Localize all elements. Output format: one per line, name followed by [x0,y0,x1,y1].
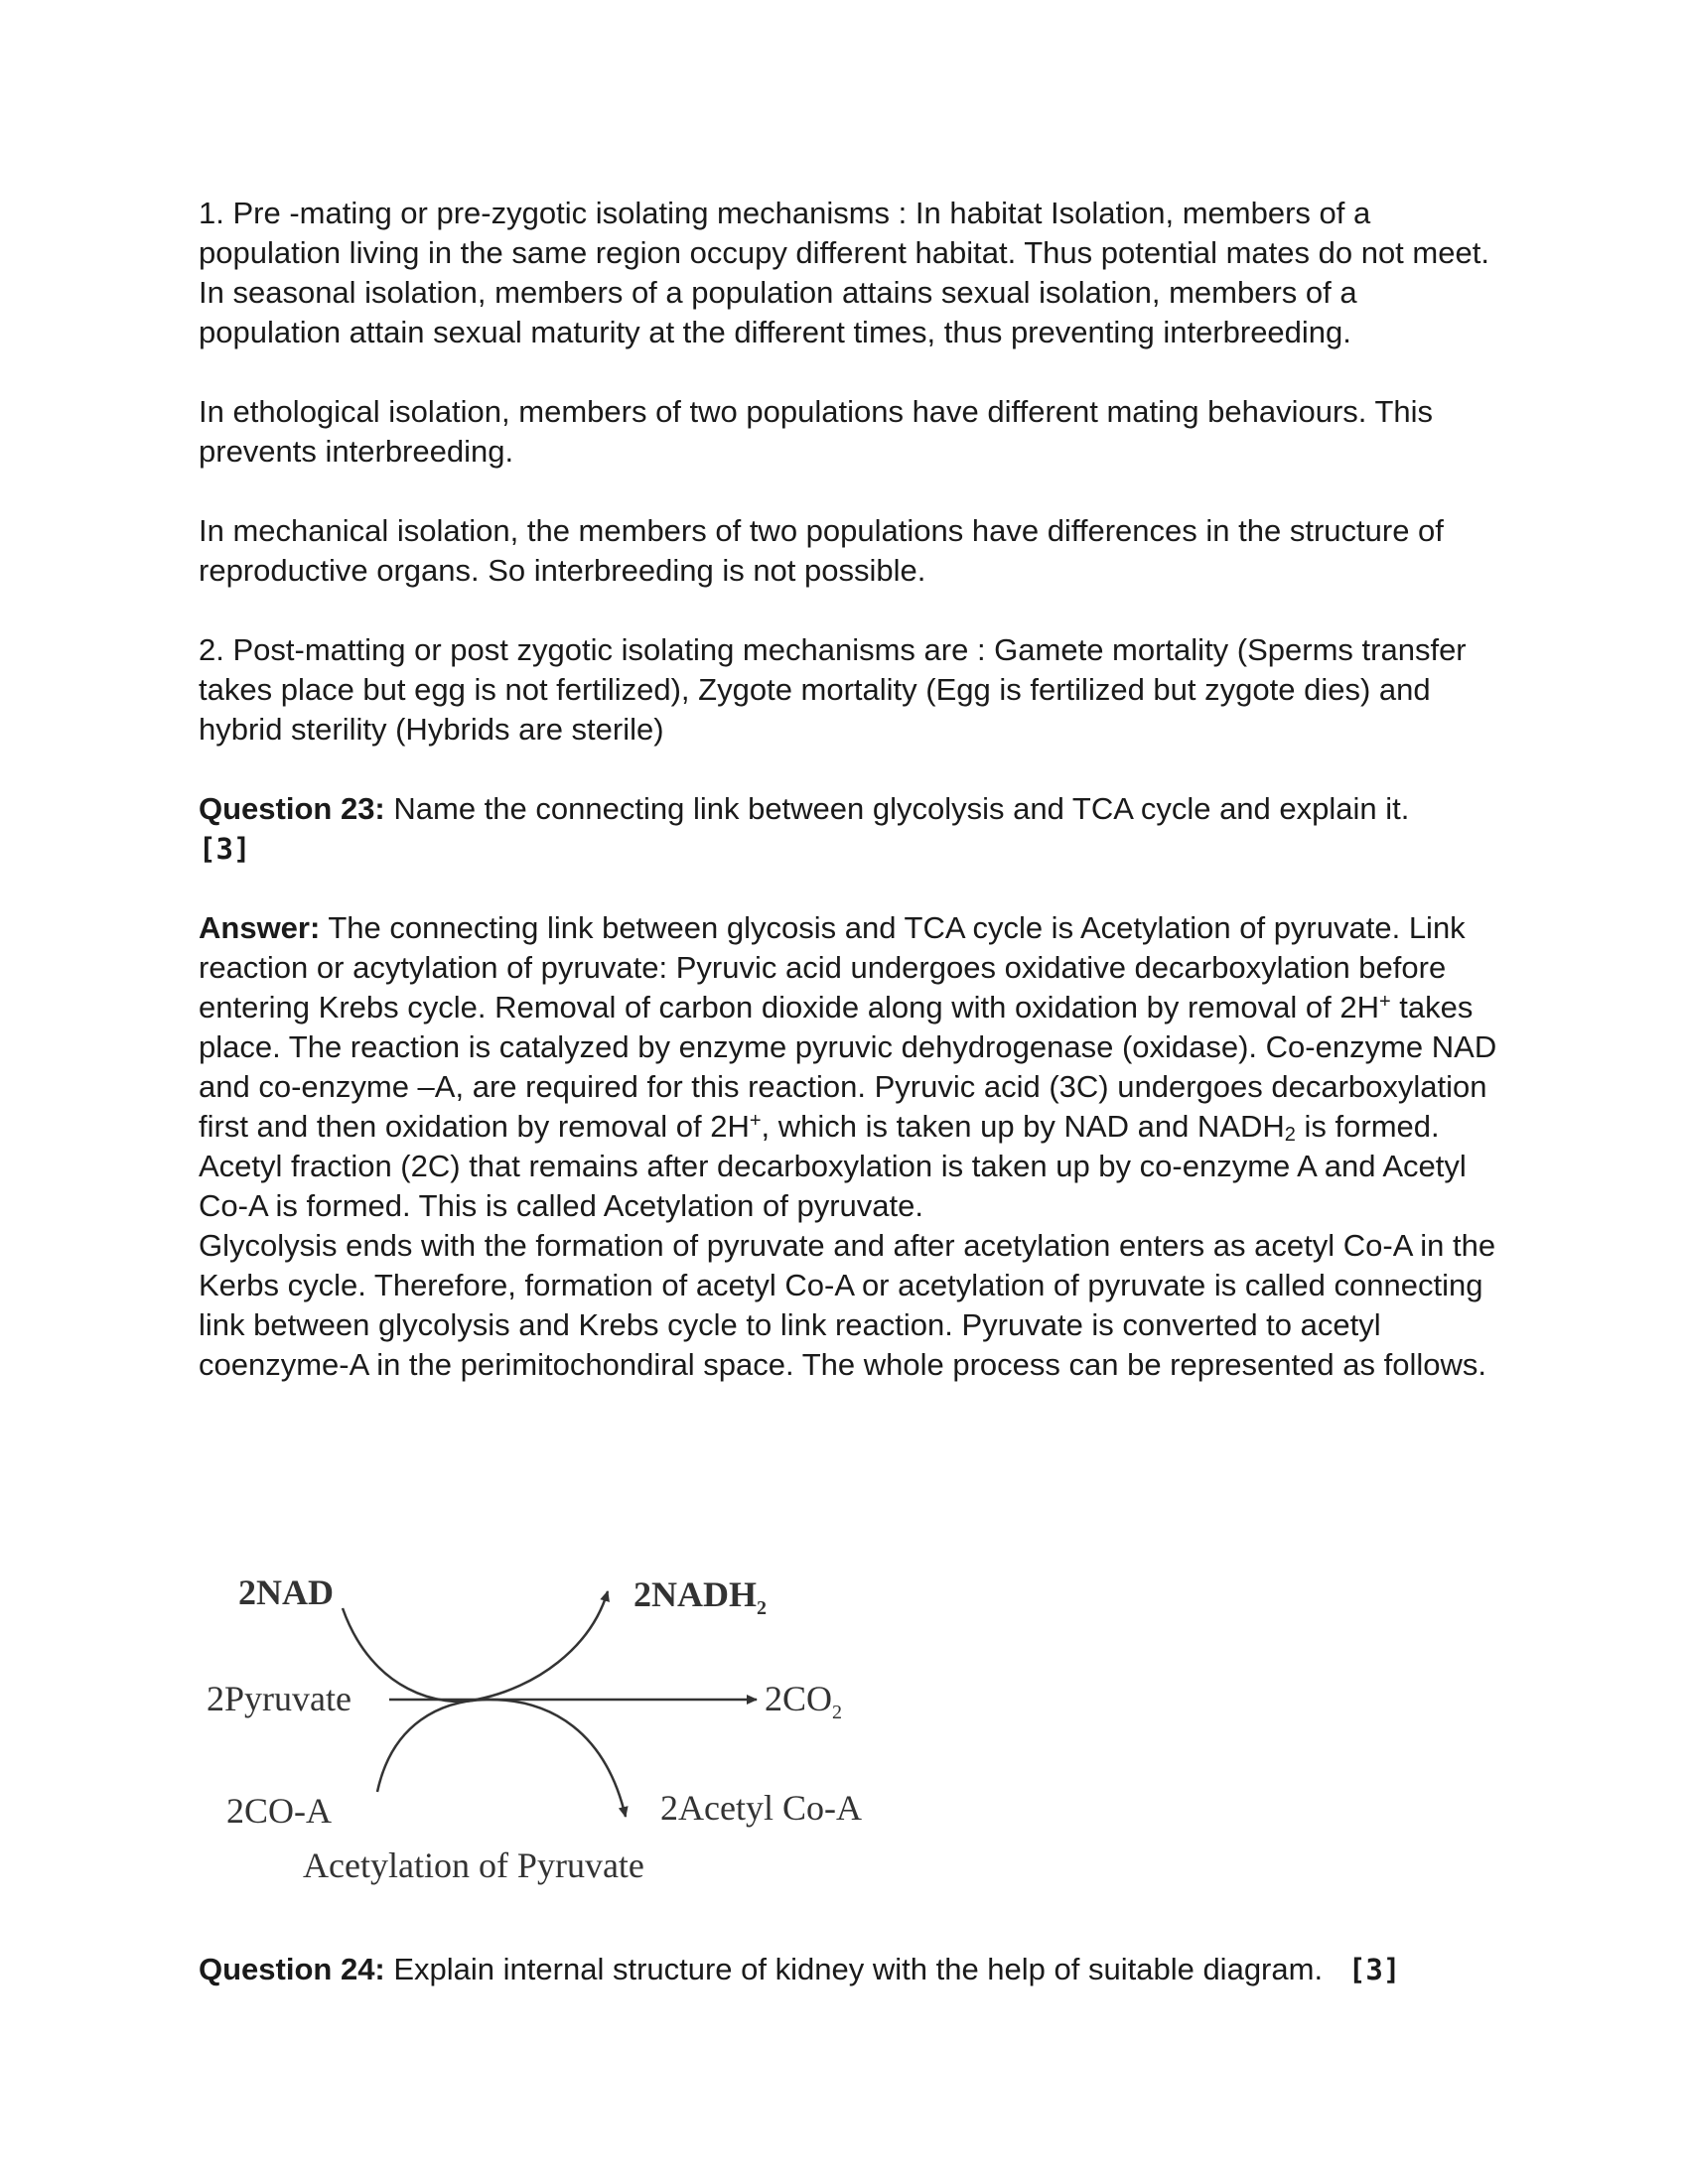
diagram-caption: Acetylation of Pyruvate [303,1845,644,1885]
answer-text-4: is formed. Acetyl fraction (2C) that remains after decarboxylation is taken up by co-enzyme A and Acetyl Co-A is formed. This is called Acetylation of pyruvate. [199,1109,1467,1223]
coa-to-acetyl-arrow [377,1700,626,1817]
label-2nadh2 [633,1573,767,1620]
nad-to-nadh-arrow [343,1591,608,1702]
answer-sup-1: + [1378,991,1391,1013]
question-24-label: Question 24: [199,1952,385,1986]
answer-23 [199,908,1499,1226]
answer-sup-2: + [749,1110,762,1132]
label-2co2 [765,1678,842,1724]
label-2nadh2-text: 2NADH [633,1574,757,1614]
paragraph-ethological: In ethological isolation, members of two populations have different mating behaviours. This prevents interbreeding. [199,394,1434,469]
question-23 [199,789,1499,869]
answer-text-3: , which is taken up by NAD and NADH [761,1109,1285,1144]
label-2co-a: 2CO-A [226,1791,332,1831]
question-24-text: Explain internal structure of kidney with the help of suitable diagram. [384,1952,1324,1986]
question-23-text: Name the connecting link between glycolysis and TCA cycle and explain it. [384,791,1410,826]
answer-text-1: The connecting link between glycosis and TCA cycle is Acetylation of pyruvate. Link reaction or acytylation of pyruvate: Pyruvic acid undergoes oxidative decarboxylation before entering Krebs cycle. Removal of carbon dioxide along with oxidation by removal of 2H [199,910,1466,1024]
answer-text-2: takes place. The reaction is catalyzed by enzyme pyruvic dehydrogenase (oxidase). Co-enzyme NAD and co-enzyme –A, are required for this reaction. Pyruvic acid (3C) undergoes decarboxylation first and then oxidation by removal of 2H [199,990,1497,1144]
paragraph-mechanical: In mechanical isolation, the members of two populations have differences in the structure of reproductive organs. So interbreeding is not possible. [199,513,1444,588]
acetylation-diagram [199,1564,914,1906]
paragraph-prezygotic: 1. Pre -mating or pre-zygotic isolating mechanisms : In habitat Isolation, members of a population living in the same region occupy different habitat. Thus potential mates do not meet. In seasonal isolation, members of a population attains sexual isolation, members of a population attain sexual maturity at the different times, thus preventing interbreeding. [199,196,1489,349]
label-2nadh2-sub: 2 [757,1597,767,1619]
question-24 [199,1950,1499,1989]
document-body [199,194,1499,1425]
question-23-marks: [3] [199,832,251,866]
label-2acetyl-co-a: 2Acetyl Co-A [660,1788,862,1828]
label-2nad: 2NAD [238,1572,334,1612]
label-2pyruvate: 2Pyruvate [207,1679,352,1718]
question-24-marks: [3] [1347,1953,1401,1986]
answer-label: Answer: [199,910,321,945]
label-2co2-text: 2CO [765,1679,833,1718]
answer-sub-1: 2 [1284,1124,1296,1146]
question-23-label: Question 23: [199,791,385,826]
label-2co2-sub: 2 [832,1702,843,1723]
paragraph-postzygotic: 2. Post-matting or post zygotic isolating mechanisms are : Gamete mortality (Sperms transfer takes place but egg is not fertilized), Zygote mortality (Egg is fertilized but zygote dies) and hybrid sterility (Hybrids are sterile) [199,632,1467,747]
answer-23-paragraph-2: Glycolysis ends with the formation of pyruvate and after acetylation enters as acetyl Co-A in the Kerbs cycle. Therefore, formation of acetyl Co-A or acetylation of pyruvate is called connecting link between glycolysis and Krebs cycle to link reaction. Pyruvate is converted to acetyl coenzyme-A in the perimitochondiral space. The whole process can be represented as follows. [199,1228,1496,1382]
